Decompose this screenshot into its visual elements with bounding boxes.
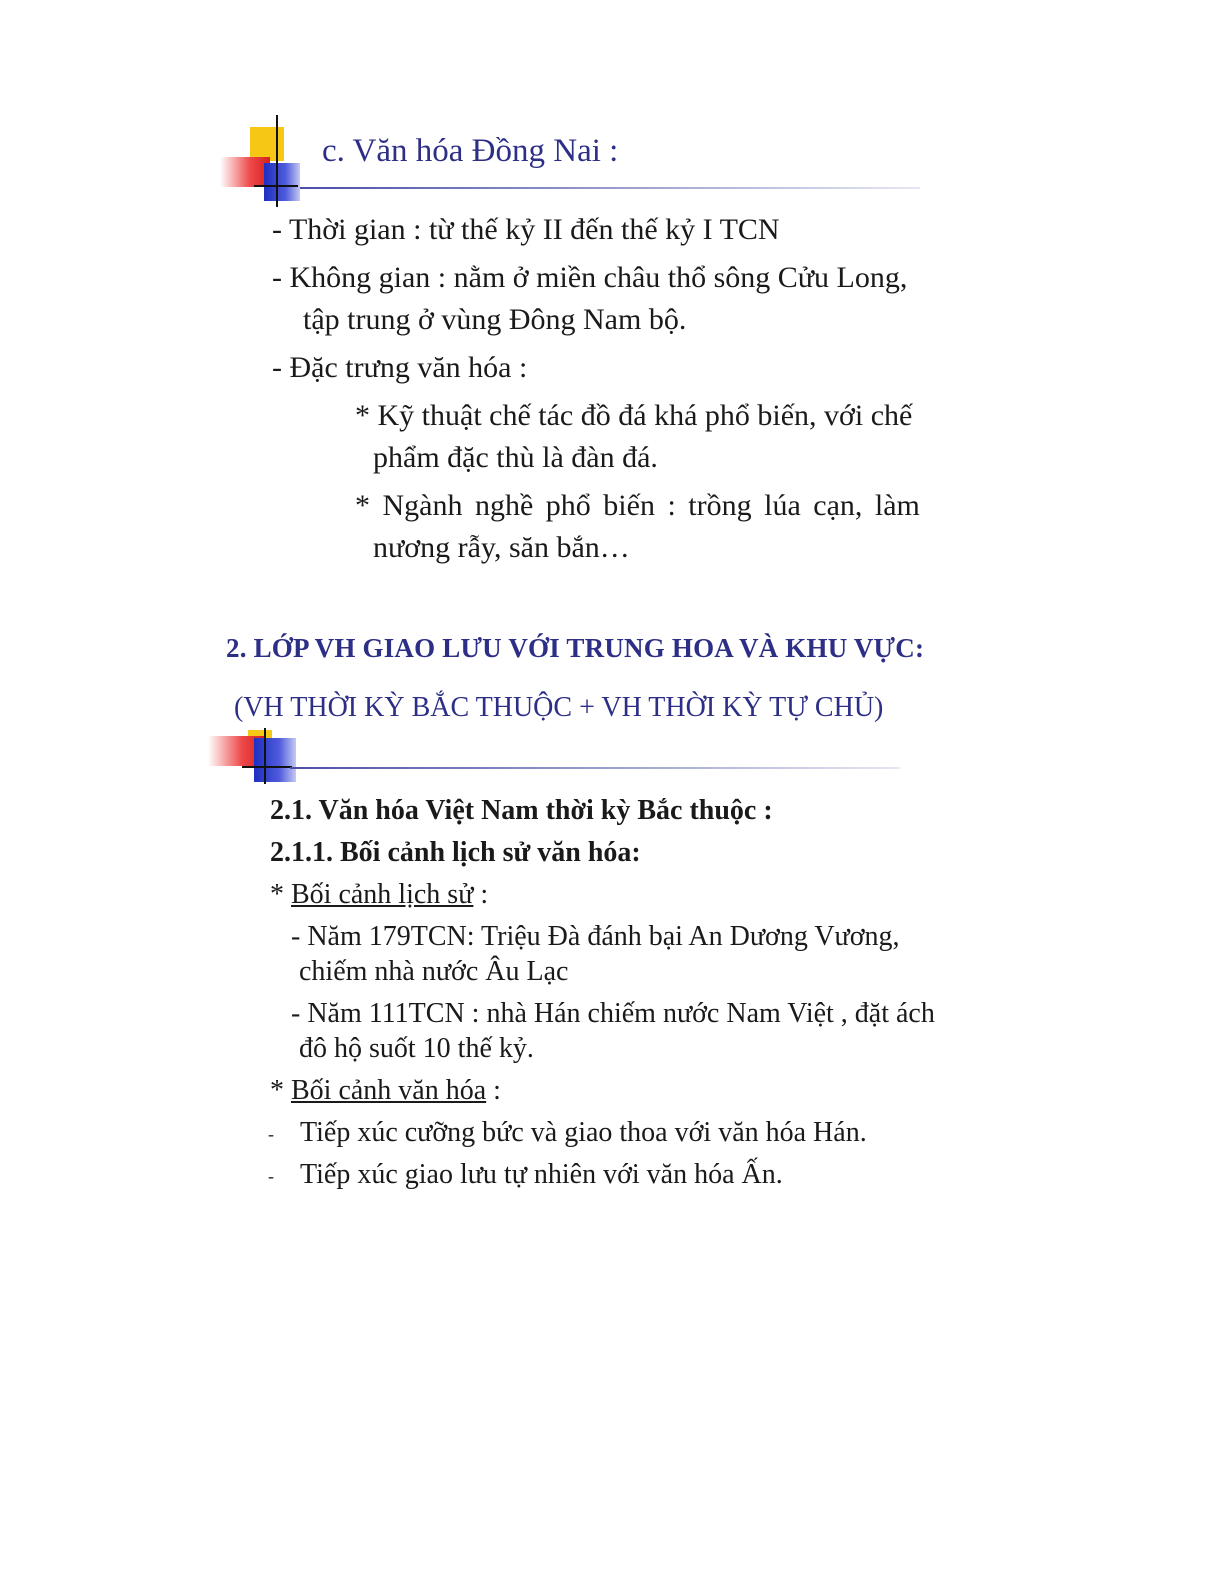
section-211-number: 2.1.1 [270, 837, 326, 868]
slide-ornament-top [220, 115, 300, 210]
space-line-1: - Không gian : nằm ở miền châu thổ sông Cửu Long, [272, 261, 908, 294]
bullet-1-line-2: phẩm đặc thù là đàn đá. [373, 441, 658, 474]
blue-square [254, 738, 296, 782]
features-line: - Đặc trưng văn hóa : [272, 351, 528, 384]
bullet-star: * [270, 879, 291, 910]
section-211-label: . Bối cảnh lịch sử văn hóa: [326, 837, 641, 868]
section-211-title [270, 837, 641, 869]
bullet-2-line-1: * Ngành nghề phổ biến : trồng lúa cạn, làm [355, 489, 920, 522]
time-line: - Thời gian : từ thế kỷ II đến thế kỷ I TCN [272, 213, 780, 246]
culture-item-1-dash: - [268, 1124, 274, 1144]
section-underline [290, 767, 900, 769]
bullet-star: * [270, 1075, 291, 1106]
section-2-title: 2. LỚP VH GIAO LƯU VỚI TRUNG HOA VÀ KHU VỰC: [226, 633, 925, 663]
ornament-vertical-line [276, 115, 278, 207]
bullet-1-line-1: * Kỹ thuật chế tác đồ đá khá phổ biến, với chế [355, 399, 913, 432]
section-21-title: 2.1. Văn hóa Việt Nam thời kỳ Bắc thuộc : [270, 795, 773, 826]
culture-item-2: Tiếp xúc giao lưu tự nhiên với văn hóa Ấn. [300, 1159, 783, 1190]
history-item-1-line-2: chiếm nhà nước Âu Lạc [299, 956, 569, 987]
slide-ornament-bottom [208, 728, 298, 788]
history-item-2-line-1: - Năm 111TCN : nhà Hán chiếm nước Nam Việt , đặt ách [291, 998, 935, 1029]
culture-item-1: Tiếp xúc cưỡng bức và giao thoa với văn hóa Hán. [300, 1117, 867, 1148]
ornament-horizontal-line [254, 185, 298, 187]
blue-square [264, 163, 300, 201]
section-c-title: c. Văn hóa Đồng Nai : [322, 133, 619, 169]
culture-context-text: Bối cảnh văn hóa [291, 1075, 487, 1106]
ornament-horizontal-line [242, 766, 292, 768]
bullet-2-line-2: nương rẫy, săn bắn… [373, 531, 630, 564]
culture-context-label [270, 1075, 501, 1107]
history-item-1-line-1: - Năm 179TCN: Triệu Đà đánh bại An Dương Vương, [291, 921, 900, 952]
colon: : [486, 1075, 501, 1106]
history-context-text: Bối cảnh lịch sử [291, 879, 474, 910]
yellow-square [250, 127, 284, 161]
colon: : [473, 879, 489, 910]
section-2-subtitle: (VH THỜI KỲ BẮC THUỘC + VH THỜI KỲ TỰ CHỦ) [234, 692, 884, 723]
space-line-2: tập trung ở vùng Đông Nam bộ. [303, 303, 687, 336]
title-underline [300, 187, 920, 189]
culture-item-2-dash: - [268, 1166, 274, 1186]
history-item-2-line-2: đô hộ suốt 10 thế kỷ. [299, 1033, 534, 1064]
history-context-label [270, 879, 488, 911]
red-square [220, 157, 270, 187]
ornament-vertical-line [264, 728, 266, 784]
